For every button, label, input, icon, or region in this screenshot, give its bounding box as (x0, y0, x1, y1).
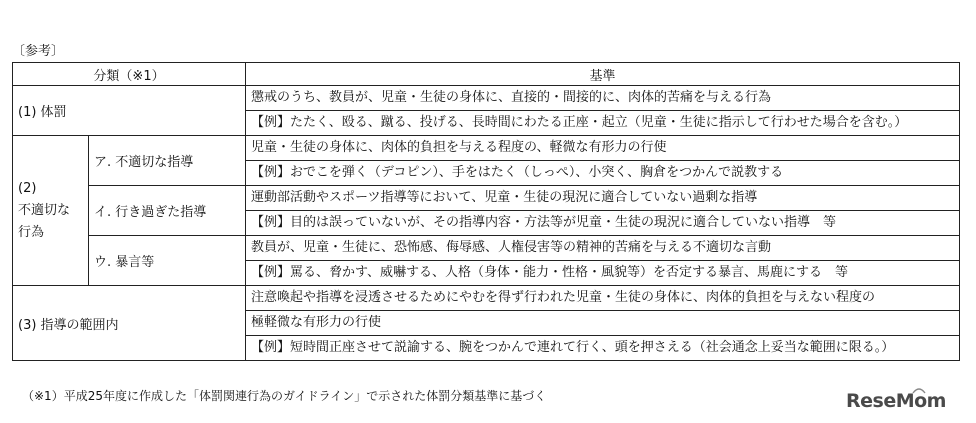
subcategory-a: ア. 不適切な指導 (89, 136, 246, 186)
criteria-text: 注意喚起や指導を浸透させるためにやむを得ず行われた児童・生徒の身体に、肉体的負担を与えない程度の (246, 286, 960, 311)
criteria-text: 教員が、児童・生徒に、恐怖感、侮辱感、人権侵害等の精神的苦痛を与える不適切な言動 (246, 236, 960, 261)
table-row (13, 186, 960, 211)
criteria-example: 【例】たたく、殴る、蹴る、投げる、長時間にわたる正座・起立（児童・生徒に指示して行わせた場合を含む。） (246, 111, 960, 136)
reference-label: 〔参考〕 (12, 44, 65, 59)
resemom-logo (846, 386, 966, 416)
category-text-line1: 不適切な (18, 202, 71, 218)
criteria-example: 【例】罵る、脅かす、威嚇する、人格（身体・能力・性格・風貌等）を否定する暴言、馬鹿にする 等 (246, 261, 960, 286)
category-number: (2) (18, 180, 37, 196)
header-criteria: 基準 (246, 63, 960, 86)
criteria-example: 【例】短時間正座させて説諭する、腕をつかんで連れて行く、頭を押さえる（社会通念上妥当な範囲に限る。） (246, 336, 960, 361)
subcategory-u: ウ. 暴言等 (89, 236, 246, 286)
category-corporal: (1) 体罰 (13, 86, 246, 136)
table-row (13, 136, 960, 161)
criteria-example: 【例】おでこを弾く（デコピン）、手をはたく（しっぺ）、小突く、胸倉をつかんで説教する (246, 161, 960, 186)
logo-text: ReseMom (846, 390, 946, 412)
subcategory-i: イ. 行き過ぎた指導 (89, 186, 246, 236)
category-within-guidance: (3) 指導の範囲内 (13, 286, 246, 361)
corporal-punishment-criteria-table (12, 62, 960, 361)
category-inappropriate (13, 136, 89, 286)
table-row (13, 236, 960, 261)
criteria-text: 懲戒のうち、教員が、児童・生徒の身体に、直接的・間接的に、肉体的苦痛を与える行為 (246, 86, 960, 111)
criteria-text: 運動部活動やスポーツ指導等において、児童・生徒の現況に適合していない過剰な指導 (246, 186, 960, 211)
table-header-row (13, 63, 960, 86)
criteria-example: 【例】目的は誤っていないが、その指導内容・方法等が児童・生徒の現況に適合していない指導 等 (246, 211, 960, 236)
criteria-text-continued: 極軽微な有形力の行使 (246, 311, 960, 336)
table-row (13, 286, 960, 311)
category-text-line2: 行為 (18, 224, 45, 240)
criteria-text: 児童・生徒の身体に、肉体的負担を与える程度の、軽微な有形力の行使 (246, 136, 960, 161)
footnote: （※1）平成25年度に作成した「体罰関連行為のガイドライン」で示された体罰分類基準に基づく (22, 389, 547, 403)
header-category: 分類（※1） (13, 63, 246, 86)
table-row (13, 86, 960, 111)
logo-accent-icon (912, 386, 926, 394)
